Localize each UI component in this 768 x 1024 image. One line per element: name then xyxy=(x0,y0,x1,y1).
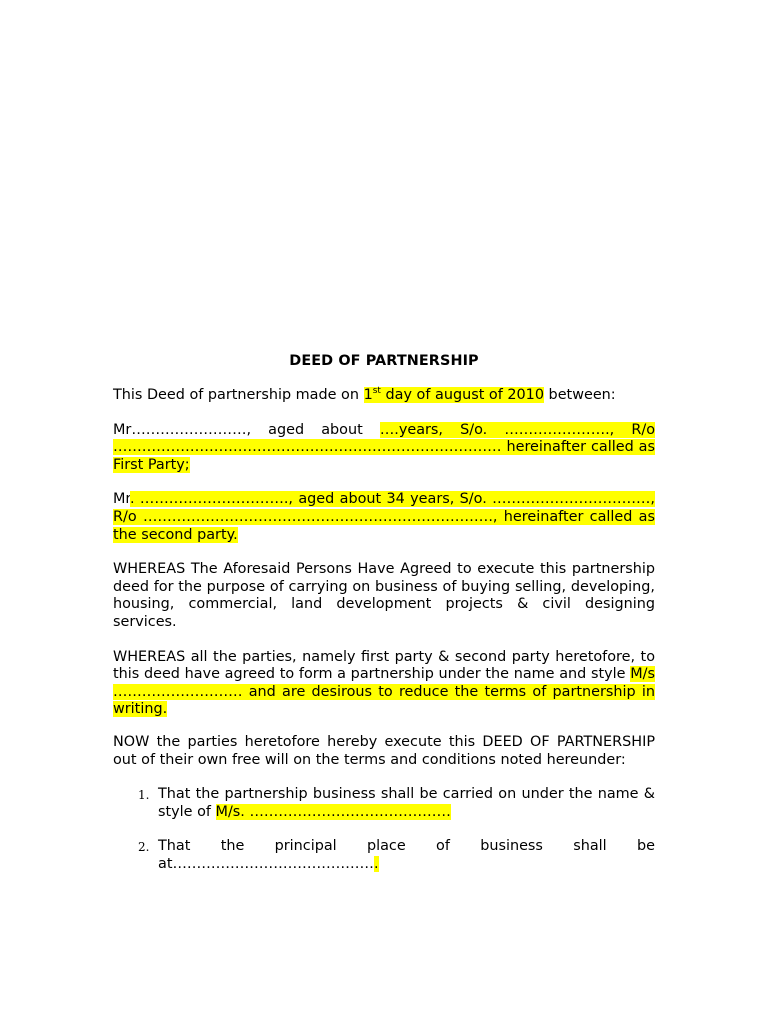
document-title: DEED OF PARTNERSHIP xyxy=(289,353,479,369)
clause-item xyxy=(113,838,655,873)
whereas-2-text: WHEREAS all the parties, namely first party & second party heretofore, to this deed have agreed to form a partnership under the name and style xyxy=(113,648,655,683)
deed-body xyxy=(113,351,655,873)
clause-1-text: That the partnership business shall be carried on under the name & style of xyxy=(158,786,655,820)
clause-2-text: That the principal place of business shall be at…………………………………… xyxy=(158,838,655,872)
clause-number: 2. xyxy=(138,840,150,855)
clause-1-highlight: M/s. …………………………………… xyxy=(215,803,451,820)
clause-text xyxy=(158,786,655,821)
whereas-paragraph-2 xyxy=(113,649,655,719)
first-party-text: Mr……………………, aged about xyxy=(113,421,380,438)
date-rest: day of august of 2010 xyxy=(380,387,544,403)
whereas-2-highlight: M/s ……………………… and are desirous to reduce the terms of partnership in writing. xyxy=(113,666,655,718)
intro-paragraph xyxy=(113,387,655,405)
date-day: 1 xyxy=(363,387,373,403)
first-party-highlight: ….years, S/o. …………………., R/o ……………………………………………………………………… hereinafter called as First Party; xyxy=(113,421,656,473)
whereas-paragraph-1: WHEREAS The Aforesaid Persons Have Agreed to execute this partnership deed for the purpose of carrying on business of buying selling, developing, housing, commercial, land development projects & civil designing services. xyxy=(113,561,655,630)
clause-number: 1. xyxy=(138,788,150,803)
highlighted-date xyxy=(364,387,544,403)
first-party-paragraph xyxy=(113,422,655,475)
clause-text xyxy=(158,838,655,873)
second-party-paragraph xyxy=(113,491,655,544)
second-party-highlight: . …………………………., aged about 34 years, S/o. ……………………………, R/o ………………………………………………………………., hereinafter called as the second party. xyxy=(113,491,655,543)
second-party-text: Mr xyxy=(113,491,131,508)
clause-item xyxy=(113,786,655,821)
now-clause-paragraph: NOW the parties heretofore hereby execute this DEED OF PARTNERSHIP out of their own free will on the terms and conditions noted hereunder: xyxy=(113,733,655,768)
intro-text: This Deed of partnership made on xyxy=(113,387,364,403)
intro-end-text: between: xyxy=(543,387,616,403)
date-ordinal: st xyxy=(372,386,381,396)
clause-2-highlight: . xyxy=(373,855,379,872)
